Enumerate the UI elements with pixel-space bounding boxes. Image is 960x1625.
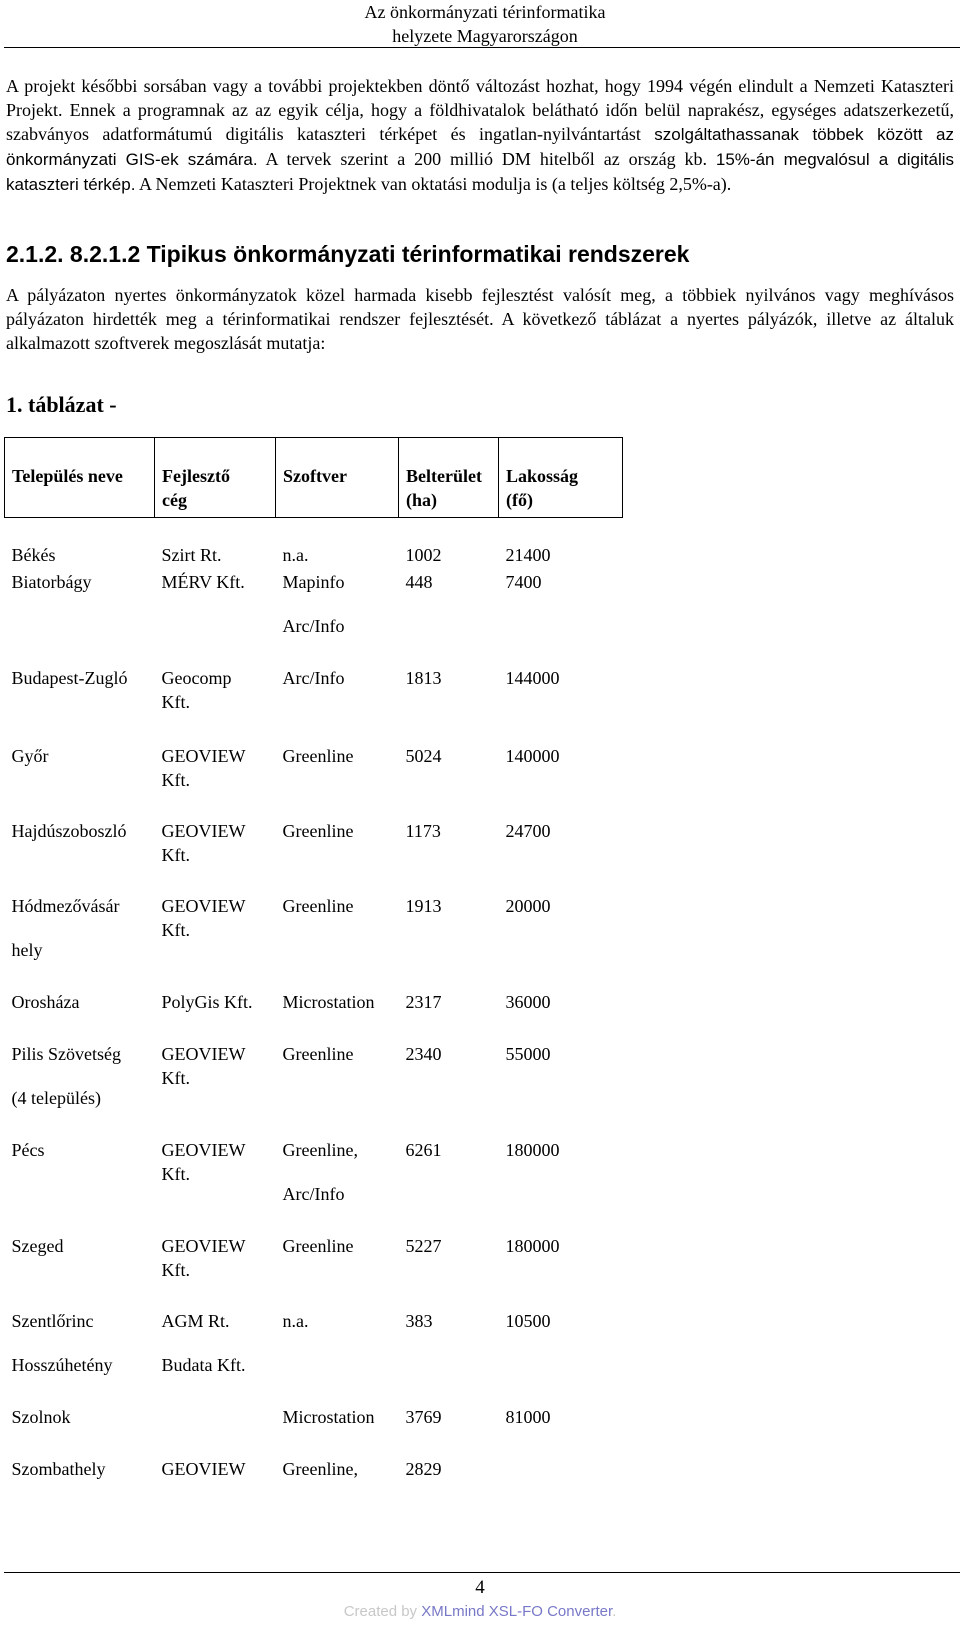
table-row: Biatorbágy MÉRV Kft. Mapinfo Arc/Info 448 7400 <box>11 571 542 636</box>
header-area: Belterület (ha) <box>399 438 499 518</box>
table-row: Orosháza PolyGis Kft. Microstation 2317 36000 <box>11 991 551 1012</box>
table-row: Budapest-Zugló Geocomp Kft. Arc/Info 1813 144000 <box>11 667 560 712</box>
header-title <box>0 0 960 48</box>
table-row: Szentlőrinc Hosszúhetény AGM Rt. Budata Kft. n.a. 383 10500 <box>11 1310 551 1375</box>
table-row: Szeged GEOVIEW Kft. Greenline 5227 180000 <box>11 1235 560 1280</box>
header-software: Szoftver <box>276 438 399 518</box>
header-population: Lakosság (fő) <box>499 438 623 518</box>
table-caption: 1. táblázat - <box>6 392 117 417</box>
table-row: Hajdúszoboszló GEOVIEW Kft. Greenline 1173 24700 <box>11 820 551 865</box>
header-title-line-1: Az önkormányzati térinformatika <box>364 2 606 22</box>
table-row: Szolnok Microstation 3769 81000 <box>11 1406 551 1427</box>
header-divider <box>4 47 960 48</box>
table-row: Szombathely GEOVIEW Greenline, 2829 <box>11 1458 442 1479</box>
footer-divider <box>4 1572 960 1573</box>
intro-paragraph <box>6 74 954 197</box>
section-paragraph: A pályázaton nyertes önkormányzatok közel harmada kisebb fejlesztést valósít meg, a többiek nyilvános vagy meghívásos pályázaton hirdették meg a térinformatikai rendszer fejlesztését. A következő táblázat a nyertes pályázók, illetve az általuk alkalmazott szoftverek megoszlását mutatja: <box>6 285 954 353</box>
intro-text-1: A projekt későbbi sorsában vagy a további projektekben döntő változást hozhat, hogy 1994 végén elindult a Nemzeti Kataszteri Projekt. Ennek a programnak az az egyik célja, hogy a földhivatalok belátható időn belül naprakész, egységes adatszerkezetű, szabványos adatformátumú digitális kataszteri térképet és ingatlan-nyilvántartást <box>6 76 954 144</box>
intro-text-3: A tervek szerint a 200 millió DM hitelből az ország kb. <box>257 149 716 169</box>
converter-watermark: Created by XMLmind XSL-FO Converter. <box>343 1603 617 1620</box>
table-row: Pilis Szövetség (4 település) GEOVIEW Kft. Greenline 2340 55000 <box>11 1043 551 1108</box>
intro-text-2: szolgáltathassanak többek között az önkormányzati GIS-ek számára. <box>6 125 954 169</box>
intro-text-5: A Nemzeti Kataszteri Projektnek van oktatási modulja is (a teljes költség 2,5%-a). <box>135 174 732 194</box>
header-developer: Fejlesztő cég <box>155 438 276 518</box>
section-heading: 2.1.2. 8.2.1.2 Tipikus önkormányzati térinformatikai rendszerek <box>6 241 690 267</box>
intro-text-4: 15%-án megvalósul a digitális kataszteri térkép. <box>6 150 955 194</box>
table-row: Győr GEOVIEW Kft. Greenline 5024 140000 <box>11 745 560 790</box>
table-row: Békés Szirt Rt. n.a. 1002 21400 <box>11 545 551 565</box>
page-number: 4 <box>475 1577 485 1598</box>
table-row: Pécs GEOVIEW Kft. Greenline, Arc/Info 6261 180000 <box>11 1139 560 1204</box>
table-header-row <box>5 438 623 518</box>
header-settlement: Település neve <box>5 438 155 518</box>
software-distribution-table <box>4 437 623 1487</box>
header-title-line-2: helyzete Magyarországon <box>392 26 578 46</box>
table-row: Hódmezővásár hely GEOVIEW Kft. Greenline 1913 20000 <box>11 895 551 960</box>
